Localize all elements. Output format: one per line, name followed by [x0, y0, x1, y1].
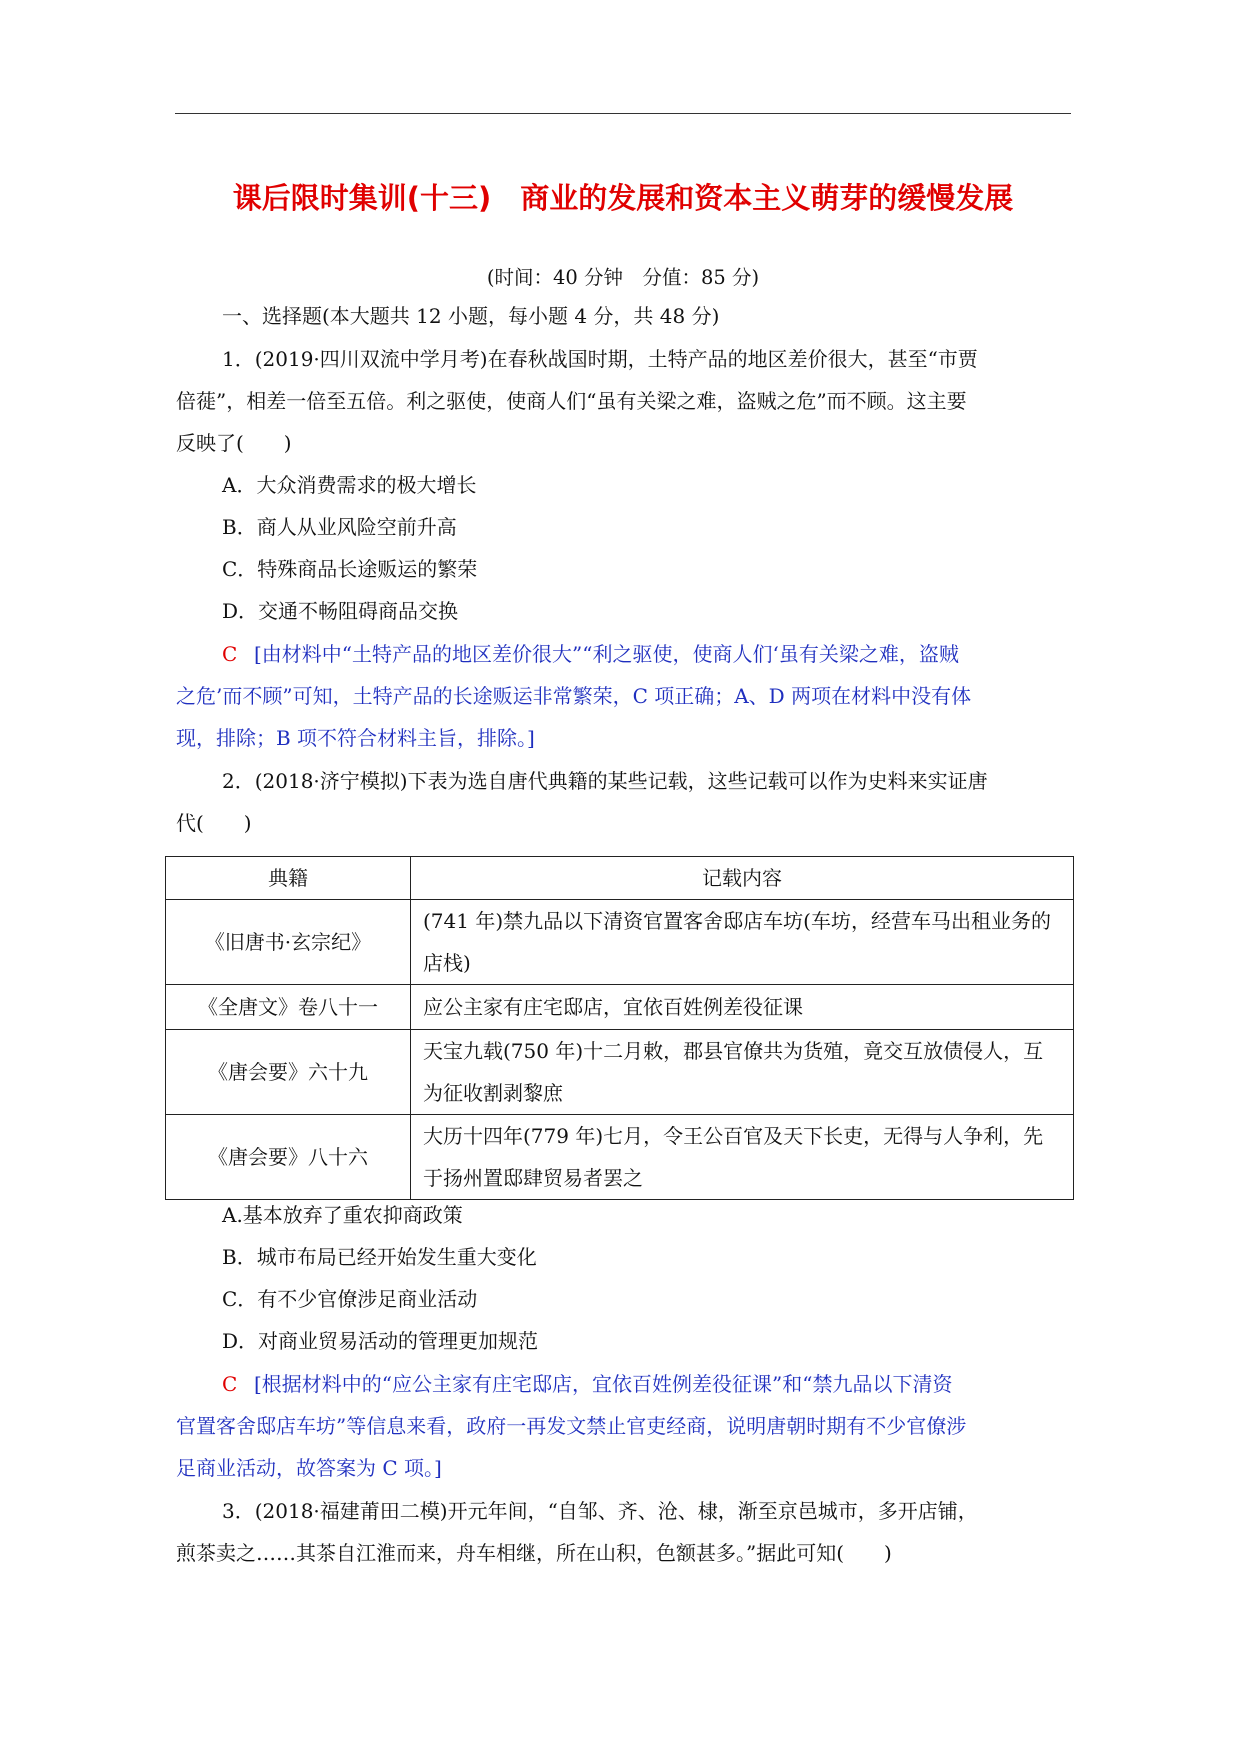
- q2-stem-line-1: 2．(2018·济宁模拟)下表为选自唐代典籍的某些记载，这些记载可以作为史料来实证唐: [222, 769, 988, 793]
- table-row: [166, 1030, 1074, 1115]
- records-table: [165, 856, 1074, 1200]
- q1-explanation-line-1: [由材料中“土特产品的地区差价很大”“利之驱使，使商人们‘虽有关梁之难，盗贼: [254, 642, 959, 666]
- header-source: 典籍: [166, 857, 411, 900]
- section-heading: 一、选择题(本大题共 12 小题，每小题 4 分，共 48 分): [222, 304, 720, 328]
- content-cell: 应公主家有庄宅邸店，宜依百姓例差役征课: [411, 985, 1074, 1030]
- q2-explanation-line-3: 足商业活动，故答案为 C 项。]: [176, 1456, 442, 1480]
- header-content: 记载内容: [411, 857, 1074, 900]
- page-title: 课后限时集训(十三) 商业的发展和资本主义萌芽的缓慢发展: [232, 181, 1014, 215]
- q1-stem-line-1: 1．(2019·四川双流中学月考)在春秋战国时期，土特产品的地区差价很大，甚至“市贾: [222, 347, 978, 371]
- q1-stem-line-2: 倍蓰”，相差一倍至五倍。利之驱使，使商人们“虽有关梁之难，盗贼之危”而不顾。这主要: [176, 389, 967, 413]
- table-row: [166, 900, 1074, 985]
- q1-explanation-line-3: 现，排除；B 项不符合材料主旨，排除。]: [176, 726, 535, 750]
- table-row: [166, 985, 1074, 1030]
- q3-stem-line-2: 煎茶卖之……其茶自江淮而来，舟车相继，所在山积，色额甚多。”据此可知( ): [176, 1541, 892, 1565]
- content-cell: 大历十四年(779 年)七月，令王公百官及天下长吏，无得与人争利，先于扬州置邸肆贸易者罢之: [411, 1115, 1074, 1200]
- exam-meta: (时间：40 分钟 分值：85 分): [486, 266, 760, 289]
- q1-option-b: B．商人从业风险空前升高: [222, 515, 457, 539]
- q1-option-c: C．特殊商品长途贩运的繁荣: [222, 557, 478, 581]
- source-cell: 《全唐文》卷八十一: [166, 985, 411, 1030]
- q1-explanation-line-2: 之危’而不顾”可知，土特产品的长途贩运非常繁荣，C 项正确；A、D 两项在材料中没有体: [176, 684, 972, 708]
- q2-option-c: C．有不少官僚涉足商业活动: [222, 1287, 478, 1311]
- q2-option-d: D．对商业贸易活动的管理更加规范: [222, 1329, 539, 1353]
- table-header-row: [166, 857, 1074, 900]
- q3-stem-line-1: 3．(2018·福建莆田二模)开元年间，“自邹、齐、沧、棣，渐至京邑城市，多开店铺，: [222, 1499, 978, 1523]
- source-cell: 《旧唐书·玄宗纪》: [166, 900, 411, 985]
- q1-option-d: D．交通不畅阻碍商品交换: [222, 599, 459, 623]
- header-rule: [175, 113, 1071, 114]
- q1-answer: C: [222, 642, 238, 666]
- q1-stem-line-3: 反映了( ): [176, 431, 292, 455]
- q2-explanation-line-2: 官置客舍邸店车坊”等信息来看，政府一再发文禁止官吏经商，说明唐朝时期有不少官僚涉: [176, 1414, 967, 1438]
- q2-option-a: A.基本放弃了重农抑商政策: [222, 1203, 463, 1227]
- q2-stem-line-2: 代( ): [176, 811, 252, 835]
- source-cell: 《唐会要》八十六: [166, 1115, 411, 1200]
- q2-option-b: B．城市布局已经开始发生重大变化: [222, 1245, 537, 1269]
- source-cell: 《唐会要》六十九: [166, 1030, 411, 1115]
- table-row: [166, 1115, 1074, 1200]
- content-cell: 天宝九载(750 年)十二月敕，郡县官僚共为货殖，竟交互放债侵人，互为征收割剥黎庶: [411, 1030, 1074, 1115]
- q2-answer: C: [222, 1372, 238, 1396]
- q2-explanation-line-1: [根据材料中的“应公主家有庄宅邸店，宜依百姓例差役征课”和“禁九品以下清资: [254, 1372, 953, 1396]
- content-cell: (741 年)禁九品以下清资官置客舍邸店车坊(车坊，经营车马出租业务的店栈): [411, 900, 1074, 985]
- q1-option-a: A．大众消费需求的极大增长: [222, 473, 477, 497]
